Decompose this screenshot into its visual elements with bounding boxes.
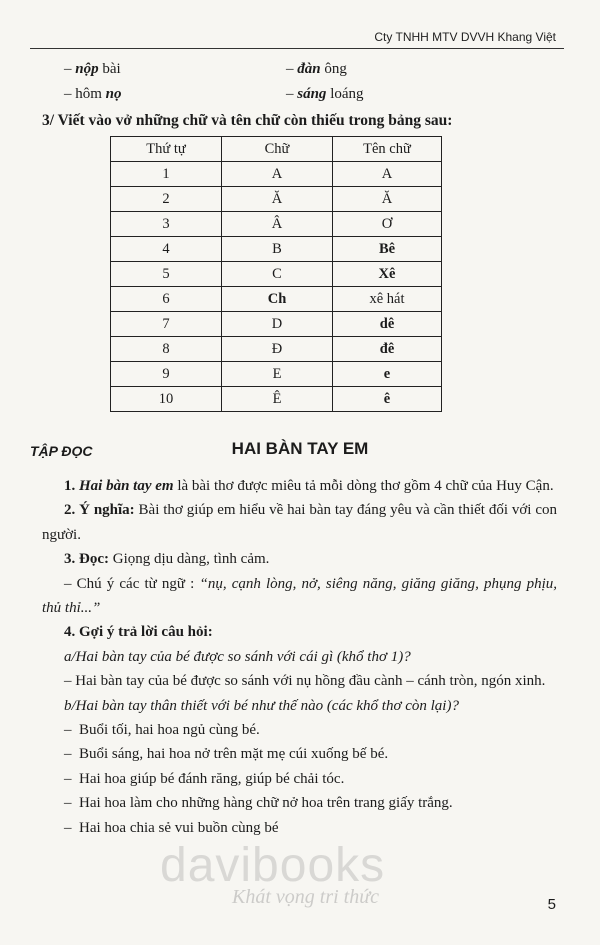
row-number: 3 — [111, 212, 222, 237]
row-number: 1 — [111, 162, 222, 187]
publisher-header: Cty TNHH MTV DVVH Khang Việt — [374, 30, 556, 44]
table-row — [111, 187, 442, 212]
answer-b-item: – Buổi sáng, hai hoa nở trên mặt mẹ cúi xuống bế bé. — [64, 746, 389, 763]
letter-name-cell: Bê — [333, 237, 442, 262]
answer-a: – Hai bàn tay của bé được so sánh với nụ hồng đầu cành – cánh tròn, ngón xinh. — [64, 673, 546, 690]
letter-name-cell: ê — [333, 387, 442, 412]
table-row — [111, 387, 442, 412]
poem-title: HAI BÀN TAY EM — [231, 439, 369, 458]
exercise-3-title: 3/ Viết vào vở những chữ và tên chữ còn thiếu trong bảng sau: — [42, 112, 453, 129]
answer-b-item: – Hai hoa chia sẻ vui buồn cùng bé — [64, 819, 279, 836]
letter-name-cell: e — [333, 362, 442, 387]
letter-cell: E — [222, 362, 333, 387]
letter-cell: Â — [222, 212, 333, 237]
row-number: 2 — [111, 187, 222, 212]
letter-name-cell: A — [333, 162, 442, 187]
letter-name-cell: Xê — [333, 262, 442, 287]
page-number: 5 — [547, 896, 556, 913]
letter-cell: Ê — [222, 387, 333, 412]
table-row — [111, 237, 442, 262]
table-row — [111, 162, 442, 187]
word-list-item: – nộp bài — [64, 61, 121, 77]
watermark-logo: davibooks — [160, 839, 386, 892]
answer-b-item: – Hai hoa làm cho những hàng chữ nở hoa trên trang giấy trắng. — [64, 795, 453, 812]
paragraph-3: 3. Đọc: Giọng dịu dàng, tình cảm. — [64, 551, 270, 568]
row-number: 5 — [111, 262, 222, 287]
row-number: 7 — [111, 312, 222, 337]
paragraph-1: 1. Hai bàn tay em là bài thơ được miêu tả mỗi dòng thơ gồm 4 chữ của Huy Cận. — [64, 478, 554, 494]
table-row — [111, 212, 442, 237]
letter-cell: C — [222, 262, 333, 287]
reading-note: – Chú ý các từ ngữ : “nụ, cạnh lòng, nở, siêng năng, giăng giăng, phụng phịu, thủ thỉ...” — [42, 575, 557, 617]
alphabet-table — [110, 136, 442, 412]
row-number: 10 — [111, 387, 222, 412]
column-header-order: Thứ tự — [111, 137, 222, 162]
watermark-tagline: Khát vọng tri thức — [232, 886, 380, 908]
table-row — [111, 337, 442, 362]
word-list-item: – đàn ông — [286, 61, 347, 77]
letter-name-cell: xê hát — [333, 287, 442, 312]
question-b: b/Hai bàn tay thân thiết với bé như thế nào (các khổ thơ còn lại)? — [64, 697, 459, 714]
answer-b-item: – Buổi tối, hai hoa ngủ cùng bé. — [64, 722, 260, 739]
question-a: a/Hai bàn tay của bé được so sánh với cái gì (khổ thơ 1)? — [64, 648, 411, 665]
column-header-name: Tên chữ — [333, 137, 442, 162]
row-number: 8 — [111, 337, 222, 362]
letter-cell: Ă — [222, 187, 333, 212]
table-row — [111, 362, 442, 387]
letter-cell: D — [222, 312, 333, 337]
table-row — [111, 312, 442, 337]
letter-name-cell: đê — [333, 337, 442, 362]
letter-name-cell: Ơ — [333, 212, 442, 237]
section-kicker: TẬP ĐỌC — [30, 443, 93, 459]
answer-b-item: – Hai hoa giúp bé đánh răng, giúp bé chải tóc. — [64, 770, 345, 787]
row-number: 4 — [111, 237, 222, 262]
paragraph-4-title: 4. Gợi ý trả lời câu hỏi: — [64, 624, 213, 641]
column-header-letter: Chữ — [222, 137, 333, 162]
word-list-item: – sáng loáng — [286, 86, 364, 102]
letter-name-cell: Ă — [333, 187, 442, 212]
letter-cell: B — [222, 237, 333, 262]
row-number: 6 — [111, 287, 222, 312]
table-row — [111, 262, 442, 287]
row-number: 9 — [111, 362, 222, 387]
word-list-item: – hôm nọ — [64, 86, 122, 102]
table-row — [111, 287, 442, 312]
letter-name-cell: dê — [333, 312, 442, 337]
letter-cell: Đ — [222, 337, 333, 362]
table-header-row — [111, 137, 442, 162]
letter-cell: Ch — [222, 287, 333, 312]
paragraph-2: 2. Ý nghĩa: Bài thơ giúp em hiểu về hai bàn tay đáng yêu và cần thiết đối với con người. — [42, 502, 557, 543]
header-divider — [30, 48, 564, 49]
letter-cell: A — [222, 162, 333, 187]
reading-body — [42, 474, 557, 840]
